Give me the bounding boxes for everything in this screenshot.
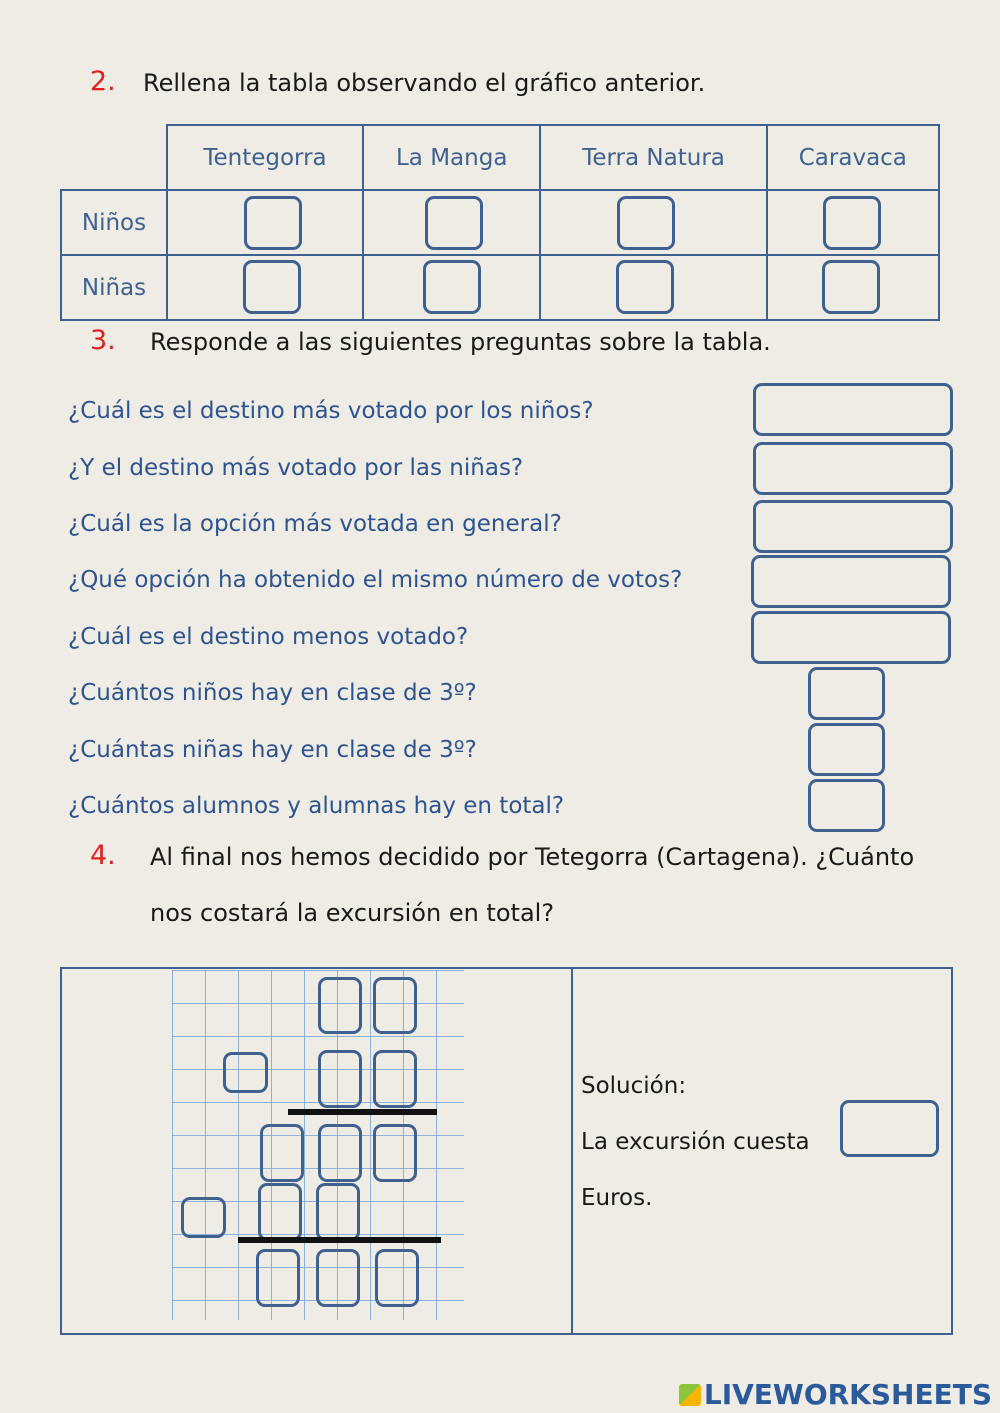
answer-box-question-3[interactable] xyxy=(753,500,953,553)
question-6: ¿Cuántos niños hay en clase de 3º? xyxy=(68,680,477,706)
calc-box[interactable] xyxy=(181,1197,226,1238)
calculation-divider xyxy=(571,967,573,1335)
answer-box-ninas-terra-natura[interactable] xyxy=(616,260,674,314)
section-3-number: 3. xyxy=(90,325,116,356)
calc-box[interactable] xyxy=(256,1249,300,1307)
answer-box-question-2[interactable] xyxy=(753,442,953,495)
table-corner xyxy=(61,125,167,190)
section-2-instruction: Rellena la tabla observando el gráfico anterior. xyxy=(143,69,706,97)
section-4-number: 4. xyxy=(90,840,116,871)
calc-box[interactable] xyxy=(373,1124,417,1182)
answer-box-question-4[interactable] xyxy=(751,555,951,608)
answer-box-ninos-terra-natura[interactable] xyxy=(617,196,675,250)
answer-box-ninas-caravaca[interactable] xyxy=(822,260,880,314)
col-header-la-manga: La Manga xyxy=(363,125,540,190)
question-1: ¿Cuál es el destino más votado por los niños? xyxy=(68,398,594,424)
calc-box[interactable] xyxy=(373,1050,417,1108)
votes-table xyxy=(60,124,940,321)
col-header-tentegorra: Tentegorra xyxy=(167,125,363,190)
calc-box[interactable] xyxy=(373,977,417,1034)
col-header-terra-natura: Terra Natura xyxy=(540,125,766,190)
liveworksheets-brand: LIVEWORKSHEETS xyxy=(703,1378,992,1411)
solution-answer-box[interactable] xyxy=(840,1100,939,1157)
calc-box[interactable] xyxy=(258,1183,302,1241)
question-4: ¿Qué opción ha obtenido el mismo número de votos? xyxy=(68,567,683,593)
calc-box[interactable] xyxy=(318,1124,362,1182)
col-header-caravaca: Caravaca xyxy=(767,125,939,190)
calc-box[interactable] xyxy=(260,1124,304,1182)
answer-box-question-6[interactable] xyxy=(808,667,885,720)
calc-box[interactable] xyxy=(318,977,362,1034)
question-7: ¿Cuántas niñas hay en clase de 3º? xyxy=(68,737,477,763)
calc-box[interactable] xyxy=(375,1249,419,1307)
calc-box[interactable] xyxy=(318,1050,362,1108)
answer-box-ninas-la-manga[interactable] xyxy=(423,260,481,314)
question-5: ¿Cuál es el destino menos votado? xyxy=(68,624,469,650)
answer-box-question-5[interactable] xyxy=(751,611,951,664)
calc-box[interactable] xyxy=(316,1249,360,1307)
answer-box-ninos-tentegorra[interactable] xyxy=(244,196,302,250)
section-4-instruction-line-1: Al final nos hemos decidido por Tetegorra (Cartagena). ¿Cuánto xyxy=(150,843,915,871)
calc-box[interactable] xyxy=(316,1183,360,1241)
calc-box[interactable] xyxy=(223,1052,268,1093)
section-2-number: 2. xyxy=(90,66,116,97)
question-8: ¿Cuántos alumnos y alumnas hay en total? xyxy=(68,793,565,819)
solution-label: Solución: xyxy=(581,1073,687,1099)
section-4-instruction-line-2: nos costará la excursión en total? xyxy=(150,899,555,927)
row-header-ninas: Niñas xyxy=(61,255,167,320)
calc-line xyxy=(238,1237,441,1243)
answer-box-question-8[interactable] xyxy=(808,779,885,832)
calc-line xyxy=(288,1109,437,1115)
liveworksheets-logo-icon xyxy=(679,1384,701,1406)
answer-box-question-7[interactable] xyxy=(808,723,885,776)
answer-box-question-1[interactable] xyxy=(753,383,953,436)
solution-text: La excursión cuesta xyxy=(581,1129,810,1155)
row-header-ninos: Niños xyxy=(61,190,167,255)
answer-box-ninas-tentegorra[interactable] xyxy=(243,260,301,314)
solution-unit: Euros. xyxy=(581,1185,653,1211)
answer-box-ninos-caravaca[interactable] xyxy=(823,196,881,250)
answer-box-ninos-la-manga[interactable] xyxy=(425,196,483,250)
section-3-instruction: Responde a las siguientes preguntas sobre la tabla. xyxy=(150,328,771,356)
question-3: ¿Cuál es la opción más votada en general? xyxy=(68,511,562,537)
liveworksheets-logo xyxy=(679,1378,992,1411)
question-2: ¿Y el destino más votado por las niñas? xyxy=(68,455,524,481)
